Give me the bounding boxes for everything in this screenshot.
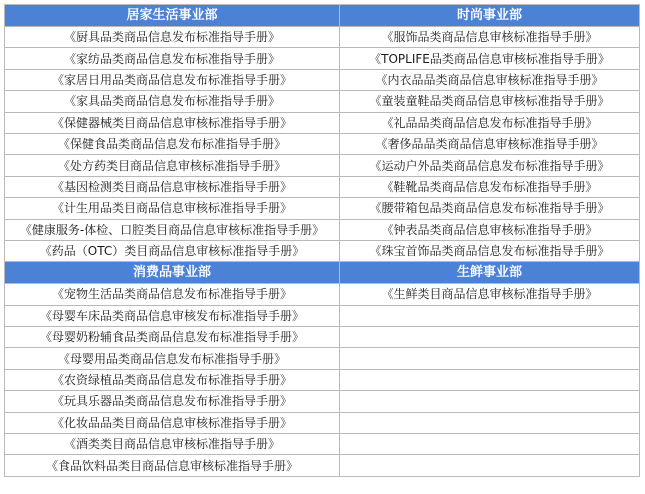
manual-title-left: 《健康服务-体检、口腔类目商品信息审核标准指导手册》: [5, 219, 340, 240]
table-row: [5, 155, 640, 176]
manual-title-right: [340, 412, 640, 433]
table-row: [5, 391, 640, 412]
table-row: [5, 412, 640, 433]
manual-title-right: [340, 434, 640, 455]
manual-title-right: [340, 391, 640, 412]
table-row: [5, 305, 640, 326]
table-row: [5, 48, 640, 69]
manual-title-right: 《钟表品类商品信息审核标准指导手册》: [340, 219, 640, 240]
manual-title-left: 《药品（OTC）类目商品信息审核标准指导手册》: [5, 240, 340, 261]
manual-title-left: 《母婴车床品类商品信息审核发布标准指导手册》: [5, 305, 340, 326]
table-row: [5, 348, 640, 369]
manual-title-right: 《礼品品类商品信息发布标准指导手册》: [340, 112, 640, 133]
manual-title-right: 《鞋靴品类商品信息发布标准指导手册》: [340, 176, 640, 197]
manual-title-right: 《服饰品类商品信息审核标准指导手册》: [340, 27, 640, 48]
manual-title-right: 《童装童鞋品类商品信息审核标准指导手册》: [340, 91, 640, 112]
manual-title-left: 《酒类类目商品信息审核标准指导手册》: [5, 434, 340, 455]
manual-title-right: 《TOPLIFE品类商品信息审核标准指导手册》: [340, 48, 640, 69]
table-row: [5, 219, 640, 240]
manual-title-left: 《家具品类商品信息发布标准指导手册》: [5, 91, 340, 112]
table-row: [5, 176, 640, 197]
table-row: [5, 91, 640, 112]
manual-title-left: 《农资绿植品类商品信息发布标准指导手册》: [5, 369, 340, 390]
manual-directory-table: [4, 4, 640, 477]
manual-directory-body: [5, 5, 640, 477]
table-row: [5, 240, 640, 261]
manual-title-left: 《母婴奶粉辅食品类商品信息发布标准指导手册》: [5, 327, 340, 348]
table-row: [5, 27, 640, 48]
table-row: [5, 284, 640, 305]
manual-title-right: 《奢侈品品类商品信息审核标准指导手册》: [340, 133, 640, 154]
manual-title-left: 《家纺品类商品信息发布标准指导手册》: [5, 48, 340, 69]
table-row: [5, 69, 640, 90]
manual-title-left: 《化妆品品类目商品信息审核标准指导手册》: [5, 412, 340, 433]
manual-title-right: [340, 348, 640, 369]
manual-title-left: 《母婴用品类商品信息发布标准指导手册》: [5, 348, 340, 369]
section-header-row: [5, 262, 640, 284]
table-row: [5, 112, 640, 133]
manual-title-left: 《保健食品类商品信息发布标准指导手册》: [5, 133, 340, 154]
manual-title-left: 《食品饮料品类目商品信息审核标准指导手册》: [5, 455, 340, 476]
section-header-row: [5, 5, 640, 27]
manual-title-right: [340, 455, 640, 476]
manual-title-left: 《厨具品类商品信息发布标准指导手册》: [5, 27, 340, 48]
table-row: [5, 198, 640, 219]
section-header-home-living: 居家生活事业部: [5, 5, 340, 27]
manual-title-right: 《珠宝首饰品类商品信息发布标准指导手册》: [340, 240, 640, 261]
manual-title-right: [340, 327, 640, 348]
table-row: [5, 434, 640, 455]
manual-title-left: 《玩具乐器品类商品信息发布标准指导手册》: [5, 391, 340, 412]
manual-title-left: 《家居日用品类商品信息发布标准指导手册》: [5, 69, 340, 90]
table-row: [5, 133, 640, 154]
manual-title-right: 《运动户外品类商品信息发布标准指导手册》: [340, 155, 640, 176]
table-row: [5, 369, 640, 390]
manual-title-right: 《生鲜类目商品信息审核标准指导手册》: [340, 284, 640, 305]
table-row: [5, 327, 640, 348]
section-header-fresh: 生鲜事业部: [340, 262, 640, 284]
manual-title-left: 《保健器械类目商品信息审核标准指导手册》: [5, 112, 340, 133]
manual-title-right: [340, 305, 640, 326]
manual-title-right: 《内衣品品类商品信息审核标准指导手册》: [340, 69, 640, 90]
manual-title-right: [340, 369, 640, 390]
table-row: [5, 455, 640, 476]
manual-title-left: 《处方药类目商品信息审核标准指导手册》: [5, 155, 340, 176]
manual-title-left: 《宠物生活品类商品信息发布标准指导手册》: [5, 284, 340, 305]
manual-title-left: 《计生用品类目商品信息审核标准指导手册》: [5, 198, 340, 219]
section-header-fashion: 时尚事业部: [340, 5, 640, 27]
section-header-consumer: 消费品事业部: [5, 262, 340, 284]
manual-title-right: 《腰带箱包品类商品信息发布标准指导手册》: [340, 198, 640, 219]
manual-title-left: 《基因检测类目商品信息审核标准指导手册》: [5, 176, 340, 197]
